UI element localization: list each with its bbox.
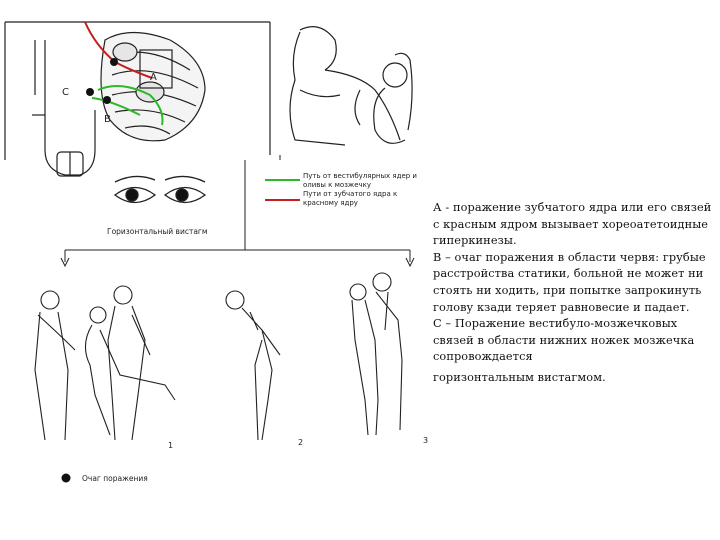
eyes-illustration	[115, 176, 205, 202]
caption-text	[433, 200, 717, 387]
label-a: A	[150, 72, 157, 83]
patient-number-3: 3	[423, 436, 429, 445]
legend-block	[303, 172, 432, 217]
lesion-dot-c	[86, 88, 94, 96]
lesion-dot-b	[103, 96, 111, 104]
label-c: C	[62, 87, 69, 98]
legend-vestibular-path: Путь от вестибулярных ядер и оливы к мозжечку	[303, 172, 417, 189]
brain-schematic	[5, 22, 270, 176]
legend-dentate-path: Пути от зубчатого ядра к красному ядру	[303, 190, 398, 207]
patient-number-1: 1	[168, 441, 174, 450]
caption-line-c-end: горизонтальным вистагмом.	[433, 370, 606, 384]
patient-figure-2	[226, 291, 280, 440]
label-b: B	[104, 114, 111, 125]
lesion-dot-a	[110, 58, 118, 66]
caption-line-a: А - поражение зубчатого ядра или его связей с красным ядром вызывает хореоатетоидные гиперкинезы.	[433, 201, 712, 248]
caption-line-b: В – очаг поражения в области червя: грубые расстройства статики, больной не может ни стоять ни ходить, при попытке запрокинуть голову кзади теряет равновесие и падает.	[433, 250, 706, 314]
choreoathetosis-figure	[290, 27, 412, 145]
caption-line-c: С – Поражение вестибуло-мозжечковых связей в области нижних ножек мозжечка сопровождается	[433, 317, 695, 364]
lesion-legend-label: Очаг поражения	[82, 474, 148, 483]
patient-number-2: 2	[298, 438, 304, 447]
nystagmus-label: Горизонтальный вистагм	[107, 227, 208, 236]
patient-figure-3	[350, 273, 402, 435]
lesion-legend-dot	[62, 474, 71, 483]
patient-figure-1	[35, 286, 175, 440]
